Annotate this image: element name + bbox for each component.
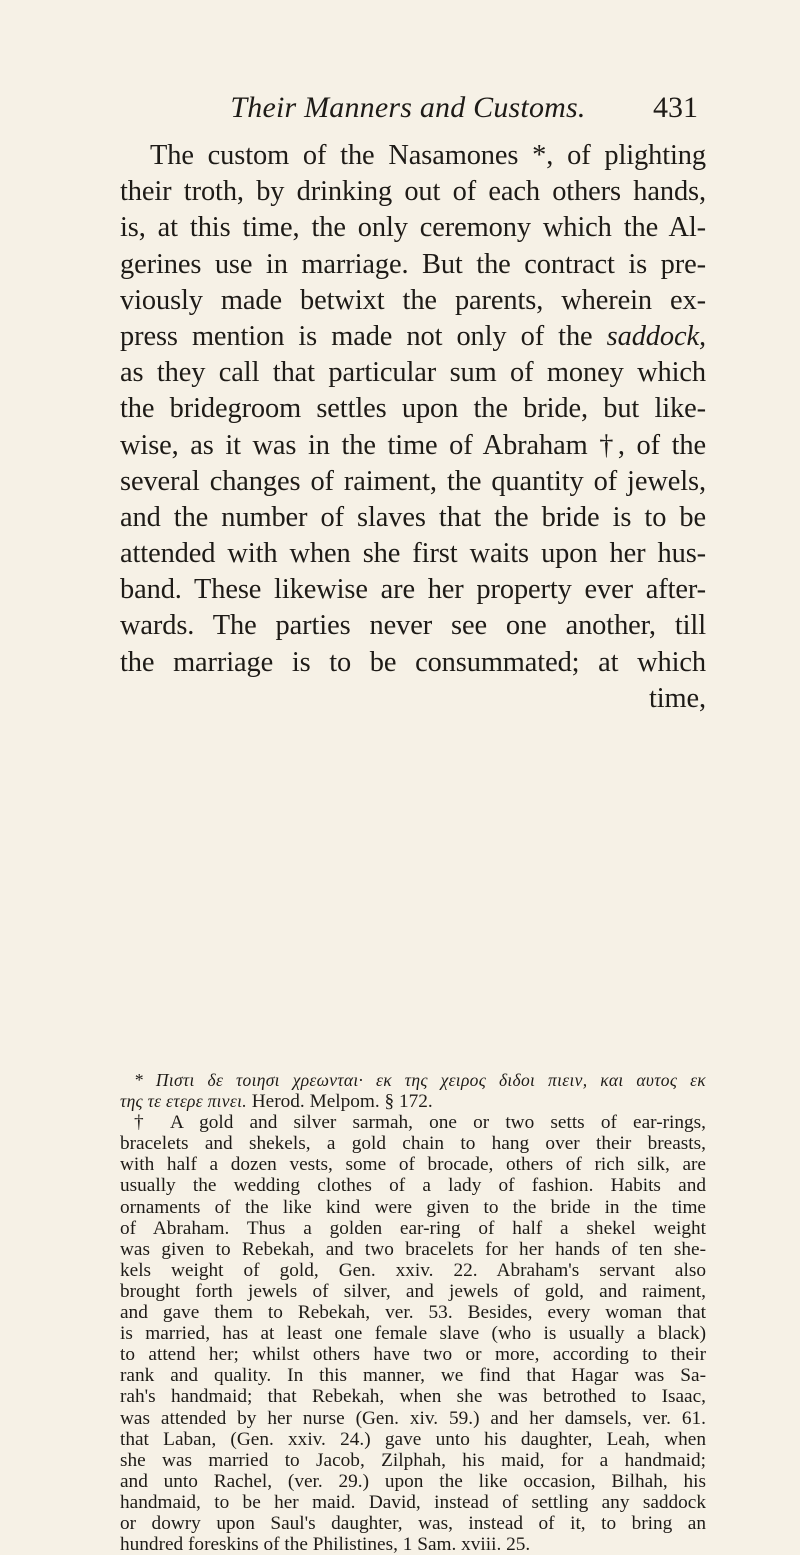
footnote-line: rah's handmaid; that Rebekah, when she was betrothed to Isaac, (120, 1386, 706, 1408)
footnote-line: and gave them to Rebekah, ver. 53. Besides, every woman that (120, 1302, 706, 1324)
text-line: wise, as it was in the time of Abraham †, of the (120, 429, 706, 461)
footnote-line: handmaid, to be her maid. David, instead of settling any saddock (120, 1491, 706, 1513)
text-line: The custom of the Nasamones *, of plighting (150, 140, 706, 171)
text-line: attended with when she first waits upon her hus- (120, 538, 706, 570)
text-line: the bridegroom settles upon the bride, but like- (120, 393, 706, 425)
footnote-line: that Laban, (Gen. xxiv. 24.) gave unto his daughter, Leah, when (120, 1428, 706, 1450)
text-line: band. These likewise are her property ever after- (120, 574, 706, 606)
footnote-line: hundred foreskins of the Philistines, 1 Sam. xviii. 25. (120, 1534, 531, 1555)
text-line (120, 319, 706, 355)
page-number: 431 (653, 91, 698, 124)
text-line: the marriage is to be consummated; at which (120, 646, 706, 678)
footnote-line: was attended by her nurse (Gen. xiv. 59.) and her damsels, ver. 61. (120, 1407, 706, 1429)
footnotes (120, 1070, 706, 1555)
text-line: their troth, by drinking out of each others hands, (120, 176, 706, 208)
footnote-greek-line (120, 1070, 706, 1091)
text-line: viously made betwixt the parents, wherein ex- (120, 284, 706, 316)
text-line: gerines use in marriage. But the contract is pre- (120, 248, 706, 280)
footnote-line: to attend her; whilst others have two or more, according to their (120, 1344, 706, 1366)
greek-quote: * Πιστι δε τοιησι χρεωνται· εκ της χειρος διδοι πιειν, και αυτος εκ (134, 1070, 706, 1090)
main-text (120, 138, 706, 717)
catchword: time, (648, 682, 706, 714)
greek-quote: της τε ετερε πινει. (120, 1091, 247, 1112)
footnote-line: ornaments of the like kind were given to the bride in the time (120, 1196, 706, 1218)
footnote-greek-line (120, 1091, 706, 1112)
text-run: press mention is made not only of the (120, 320, 607, 352)
running-title: Their Manners and Customs. (230, 91, 586, 124)
footnote-line: usually the wedding clothes of a lady of fashion. Habits and (120, 1175, 706, 1197)
footnote-line: bracelets and shekels, a gold chain to hang over their breasts, (120, 1133, 706, 1155)
footnote-line: or dowry upon Saul's daughter, was, instead of it, to bring an (120, 1512, 706, 1534)
footnote-line: † A gold and silver sarmah, one or two setts of ear-rings, (134, 1112, 706, 1134)
text-line: as they call that particular sum of money which (120, 357, 706, 389)
footnote-line: and unto Rachel, (ver. 29.) upon the like occasion, Bilhah, his (120, 1470, 706, 1492)
text-line: several changes of raiment, the quantity of jewels, (120, 465, 706, 497)
footnote-line: she was married to Jacob, Zilphah, his maid, for a handmaid; (120, 1449, 706, 1471)
footnote-line: kels weight of gold, Gen. xxiv. 22. Abraham's servant also (120, 1259, 706, 1281)
text-line: and the number of slaves that the bride is to be (120, 501, 706, 533)
footnote-line: of Abraham. Thus a golden ear-ring of half a shekel weight (120, 1217, 706, 1239)
footnote-line: is married, has at least one female slave (who is usually a black) (120, 1323, 706, 1345)
text-line: is, at this time, the only ceremony which the Al- (120, 212, 706, 244)
citation: Herod. Melpom. § 172. (246, 1091, 433, 1113)
text-line: wards. The parties never see one another, till (120, 610, 706, 642)
footnote-line: brought forth jewels of silver, and jewels of gold, and raiment, (120, 1280, 706, 1302)
footnote-line: with half a dozen vests, some of brocade, others of rich silk, are (120, 1154, 706, 1176)
saddock-term: saddock, (606, 320, 706, 352)
footnote-line: was given to Rebekah, and two bracelets for her hands of ten she- (120, 1238, 706, 1260)
footnote-line: rank and quality. In this manner, we find that Hagar was Sa- (120, 1365, 706, 1387)
running-head (118, 88, 698, 128)
